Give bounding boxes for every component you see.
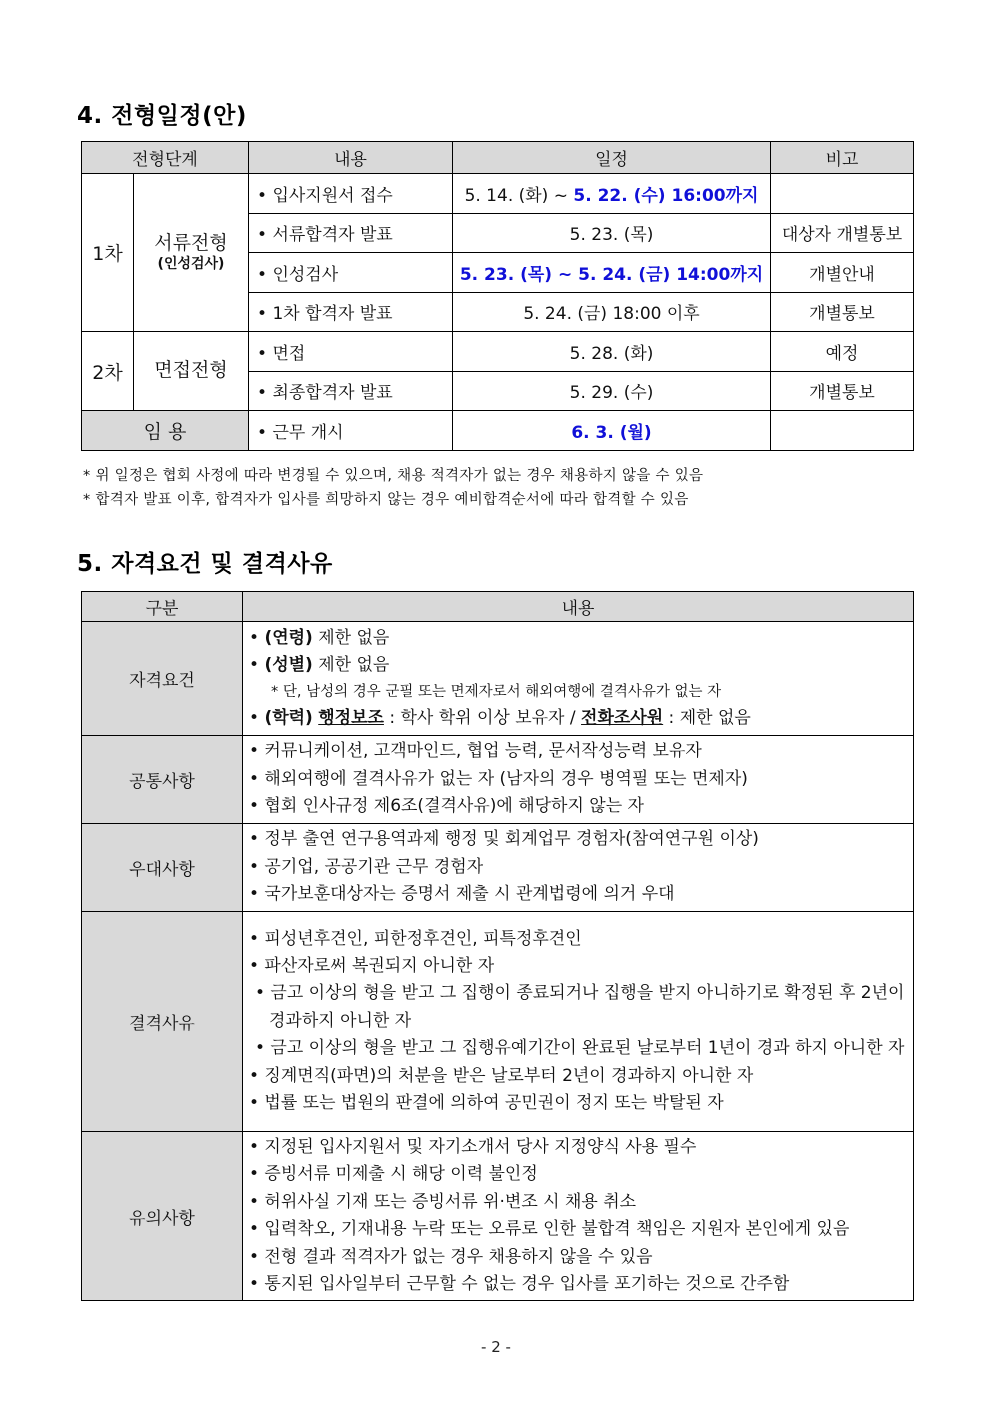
row-note: 대상자 개별통보 [771,213,914,253]
list-item: • 협회 인사규정 제6조(결격사유)에 해당하지 않는 자 [249,796,644,817]
schedule-deadline: 5. 22. (수) 16:00까지 [573,185,759,206]
header-content: 내용 [243,592,914,622]
preference-content [243,824,914,912]
common-content [243,736,914,824]
list-item: • 커뮤니케이션, 고객마인드, 협업 능력, 문서작성능력 보유자 [249,741,702,762]
schedule-start: 5. 14. (화) ~ [464,185,574,206]
row-schedule: 5. 28. (화) [453,332,771,372]
header-stage: 전형단계 [82,142,249,174]
age-text: 제한 없음 [312,627,390,648]
row-schedule [453,174,771,214]
row-note: 예정 [771,332,914,372]
category-label: 공통사항 [82,736,243,824]
category-label: 우대사항 [82,824,243,912]
row-content: • 인성검사 [249,253,453,293]
list-item: • 해외여행에 결격사유가 없는 자 (남자의 경우 병역필 또는 면제자) [249,768,748,789]
disqualification-row [82,912,914,1132]
list-item: • 전형 결과 적격자가 없는 경우 채용하지 않을 수 있음 [249,1246,653,1267]
sub-note: * 단, 남성의 경우 군필 또는 면제자로서 해외여행에 결격사유가 없는 자 [271,683,722,700]
row-content: • 근무 개시 [249,411,453,451]
list-item: • 피성년후견인, 피한정후견인, 피특정후견인 [249,928,582,949]
round-1: 1차 [82,174,134,332]
list-item: • 공기업, 공공기관 근무 경험자 [249,856,484,877]
row-content: • 1차 합격자 발표 [249,292,453,332]
table-row [82,332,914,372]
caution-content [243,1132,914,1301]
schedule-header-row [82,142,914,174]
list-item: • (성별) 제한 없음 [249,655,390,676]
schedule-note: * 위 일정은 협회 사정에 따라 변경될 수 있으며, 채용 적격자가 없는 경우 채용하지 않을 수 있음 [83,468,704,484]
header-category: 구분 [82,592,243,622]
sex-text: 제한 없음 [312,655,390,676]
row-note: 개별안내 [771,253,914,293]
edu-label: (학력) [264,707,313,728]
row-note: 개별통보 [771,292,914,332]
row-content: • 면접 [249,332,453,372]
row-schedule: 5. 29. (수) [453,371,771,411]
row-schedule: 5. 24. (금) 18:00 이후 [453,292,771,332]
stage-document-sub: (인성검사) [157,255,225,272]
edu-role-phone: 전화조사원 [581,707,664,728]
list-item: • 입력착오, 기재내용 누락 또는 오류로 인한 불합격 책임은 지원자 본인에게 있음 [249,1219,850,1240]
list-item: • 법률 또는 법원의 판결에 의하여 공민권이 정지 또는 박탈된 자 [249,1093,724,1114]
age-label: (연령) [264,627,313,648]
schedule-note: * 합격자 발표 이후, 합격자가 입사를 희망하지 않는 경우 예비합격순서에 따라 합격할 수 있음 [83,492,689,508]
row-schedule: 6. 3. (월) [453,411,771,451]
requirements-table [81,591,914,1301]
edu-text: : 학사 학위 이상 보유자 / [383,707,582,728]
list-item: • 금고 이상의 형을 받고 그 집행유예기간이 완료된 날로부터 1년이 경과 하지 아니한 자 [255,1038,905,1059]
common-row [82,736,914,824]
list-item: • (연령) 제한 없음 [249,627,390,648]
list-item: • 증빙서류 미제출 시 해당 이력 불인정 [249,1164,538,1185]
row-content: • 최종합격자 발표 [249,371,453,411]
table-row [82,411,914,451]
requirements-header-row [82,592,914,622]
list-item: • 통지된 입사일부터 근무할 수 없는 경우 입사를 포기하는 것으로 간주함 [249,1274,790,1295]
list-item: • 금고 이상의 형을 받고 그 집행이 종료되거나 집행을 받지 아니하기로 확정된 후 2년이 경과하지 아니한 자 [255,983,905,1031]
page-number: - 2 - [481,1338,511,1356]
stage-hire: 임 용 [82,411,249,451]
row-content: • 입사지원서 접수 [249,174,453,214]
list-item: • 국가보훈대상자는 증명서 제출 시 관계법령에 의거 우대 [249,884,675,905]
header-schedule: 일정 [453,142,771,174]
row-note [771,174,914,214]
stage-document-name: 서류전형 [154,231,228,254]
category-label: 자격요건 [82,622,243,736]
section-5-title: 5. 자격요건 및 결격사유 [77,551,333,577]
qualification-content [243,622,914,736]
header-content: 내용 [249,142,453,174]
sex-label: (성별) [264,655,313,676]
list-item: • 지정된 입사지원서 및 자기소개서 당사 지정양식 사용 필수 [249,1137,697,1157]
list-item: • 징계면직(파면)의 처분을 받은 날로부터 2년이 경과하지 아니한 자 [249,1065,754,1086]
preference-row [82,824,914,912]
list-item: • 파산자로써 복권되지 아니한 자 [249,955,495,976]
schedule-table [81,141,914,451]
list-item: • 허위사실 기재 또는 증빙서류 위·변조 시 채용 취소 [249,1191,637,1212]
category-label: 유의사항 [82,1132,243,1301]
section-4-title: 4. 전형일정(안) [77,103,247,129]
list-item: • 정부 출연 연구용역과제 행정 및 회계업무 경험자(참여연구원 이상) [249,829,759,850]
row-schedule: 5. 23. (목) ~ 5. 24. (금) 14:00까지 [453,253,771,293]
category-label: 결격사유 [82,912,243,1132]
caution-row [82,1132,914,1301]
table-row [82,174,914,214]
stage-document [134,174,249,332]
row-note [771,411,914,451]
disqualification-content [243,912,914,1132]
row-note: 개별통보 [771,371,914,411]
edu-text: : 제한 없음 [663,707,751,728]
edu-role-admin: 행정보조 [318,707,384,728]
row-content: • 서류합격자 발표 [249,213,453,253]
stage-interview: 면접전형 [134,332,249,411]
row-schedule: 5. 23. (목) [453,213,771,253]
round-2: 2차 [82,332,134,411]
header-note: 비고 [771,142,914,174]
list-item: • (학력) 행정보조 : 학사 학위 이상 보유자 / 전화조사원 : 제한 없음 [249,707,751,728]
qualification-row [82,622,914,736]
